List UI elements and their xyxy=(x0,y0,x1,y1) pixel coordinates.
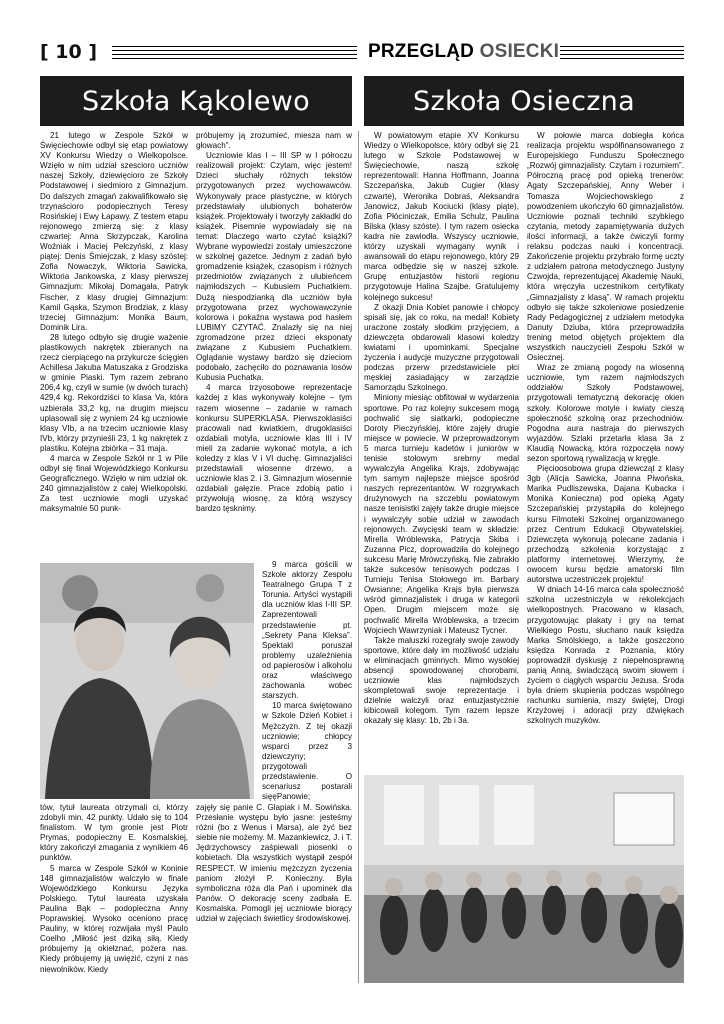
article-column xyxy=(196,803,352,983)
paragraph: 4 marca w Zespole Szkół nr 1 w Pile odbył się finał Wojewódzkiego Konkursu Geograficznego. Wzięło w nim udział ok. 240 gimnazjalistów z całej Wielkopolski. Za test uczniowie mogli uzyskać maksymalnie 50 punk- xyxy=(40,454,188,514)
photo-classroom xyxy=(364,775,684,983)
paragraph: W powiatowym etapie XV Konkursu Wiedzy o Wielkopolsce, który odbył się 21 lutego w Szkole Podstawowej w Święciechowie, naszą szkołę reprezentowali: Hanna Hoffmann, Joanna Szczepańska, Jakub Cugier (klasy czwarte), Weronika Dobraś, Aleksandra Janowicz, Jakub Kociucki (klasy piąte), Zofia Płóciniczak, Emilia Schulz, Paulina Bilska (klasy szóste). I tym razem osiecka kadra nie zawiodła. Wszyscy uczniowie, którzy uzyskali wymagany wynik i awansowali do etapu rejonowego, który 29 marca odbędzie się w naszej szkole. Grupę entuzjastów historii regionu przygotowuje Halina Szajbe. Gratulujemy kolejnego sukcesu! xyxy=(364,131,519,302)
paragraph: Także maluszki rozegrały swoje zawody sportowe, które dały im możliwość udziału w eliminacjach gminnych. Mimo wysokiej absencji spowodowanej chorobami, uczniowie klas najmłodszych skompletowali swoje reprezentacje i dzielnie walczyli oraz entuzjastycznie kibicowali kolegom. Tym razem lepsze okazały się klasy: 1b, 2b i 3a. xyxy=(364,635,519,726)
header-rule xyxy=(112,46,357,47)
section-title-osieczna: Szkoła Osieczna xyxy=(364,76,684,126)
column-divider xyxy=(358,131,359,983)
paragraph: 9 marca gościli w Szkole aktorzy Zespołu Teatralnego Grupa T z Torunia. Artyści wystąpili dla uczniów klas I-III SP. Zaprezentowali przedstawienie pt. „Sekrety Pana Kleksa”. Spektakl poruszał problemy uzależnienia od papierosów i alkoholu oraz właściwego zachowania wobec starszych. xyxy=(262,560,352,701)
page-number: [ 10 ] xyxy=(40,41,98,63)
header-rule xyxy=(560,46,684,47)
paragraph: Uczniowie klas I – III SP w I półroczu realizowali projekt: Czytam, więc jestem! Dzieci słuchały różnych tekstów przygotowanych przez wychowawców. Wykonywały prace plastyczne, w których przedstawiały ulubionych bohaterów książek. Projektowały i tworzyły zakładki do książek. Pisemnie wypowiadały się na temat: Dlaczego warto czytać książki? Wybrane wypowiedzi zostały umieszczone w szkolnej gazetce. Jednym z zadań było gromadzenie książek, czasopism i różnych przedmiotów związanych z ulubieńcem najmłodszych – Kubusiem Puchatkiem. Dużą niespodzianką dla uczniów była przygotowana przez wychowawczynie kolorowa i pokaźna wystawa pod hasłem LUBIMY CZYTAĆ. Znalazły się na niej zgromadzone przez dzieci eksponaty związane z Kubusiem Puchatkiem. Oglądanie wystawy bardzo się dzieciom podobało, zachęciło do poznawania losów Kubusia Puchatka. xyxy=(196,151,352,383)
paragraph: W połowie marca dobiegła końca realizacja projektu współfinansowanego z Europejskiego Funduszu Społecznego „Rozwój gimnazjalisty. Czytam i rozumiem”. Półroczną pracę pod opieką trenerów: Agaty Szczepańskiej, Anny Weber i Tomasza Wojciechowskiego z powodzeniem ukończyło 60 gimnazjalistów. Uczniowie poznali techniki szybkiego czytania, metody zapamiętywania dużych ilości informacji, a także ćwiczyli formy relaksu podczas nauki i koncentracji. Zakończenie projektu przybrało formę uczty z udziałem patrona metodycznego Justyny Czwojda, reprezentującej Akademię Nauki, która wręczyła uczestnikom certyfikaty „Gimnazjalisty z klasą”. W ramach projektu odbyło się także szkoleniowe posiedzenie Rady Pedagogicznej z udziałem metodyka Danuty Dziuba, która przeprowadziła trening metod objętych projektem dla wszystkich nauczycieli Zespołu Szkół w Osiecznej. xyxy=(527,131,684,363)
paragraph: tów, tytuł laureata otrzymali ci, którzy zdobyli min. 42 punkty. Udało się to 104 finalistom. W tym gronie jest Piotr Prymas, podopieczny E. Kosmalskiej, który zakończył zmagania z wynikiem 46 punktów. xyxy=(40,803,188,863)
paragraph: 5 marca w Zespole Szkół w Koninie 148 gimnazjalistów walczyło w finale Wojewódzkiego Konkursu Języka Polskiego. Tytuł laureata uzyskała Paulina Bąk – podopieczna Anny Poprawskiej. Wysoko oceniono pracę Pauliny, w której rozwijała myśl Paulo Coelho „Miłość jest dziką siłą. Kiedy próbujemy ją okiełznać, pożera nas. Kiedy próbujemy ją uwięzić, czyni z nas niewolników. Kiedy xyxy=(40,863,188,974)
paragraph: próbujemy ją zrozumieć, miesza nam w głowach”. xyxy=(196,131,352,151)
paragraph: Wraz ze zmianą pogody na wiosenną uczniowie, tym razem najmłodszych oddziałów Szkoły Podstawowej, przygotowali tematyczną dekorację okien szkoły. Kolorowe motyle i kwiaty cieszą społeczność szkolną oraz przechodniów. Pogodna aura nastraja do pierwszych wyjazdów. Szlaki przetarła klasa 3a z Klaudią Nowacką, która rozpoczęła nowy sezon sportową rywalizacją w kręgle. xyxy=(527,363,684,463)
paragraph: 21 lutego w Zespole Szkół w Święciechowie odbył się etap powiatowy XV Konkursu Wiedzy o Wielkopolsce. Wzięło w nim udział szescioro uczniów naszej Szkoły, dziewięcioro ze Szkoły Podstawowej i siedmioro z Gimnazjum. Do dalszych zmagań zakwalifikowało się trzynaścioro podopiecznych Teresy Rosińskiej i Ewy Łapawy. Z testem etapu rejonowego zmierzą się: z klasy czwartej: Anna Skrzypczak, Karolina Woźniak i Maciej Pełczyński, z klasy piątej: Denis Śmiejczak, z klasy szóstej: Zofia Nowaczyk, Wiktoria Sawicka, Wiktoria Jankowska, z klasy pierwszej Gimnazjum: Mikołaj Domagała, Patryk Fischer, z klasy drugiej Gimnazjum: Kamil Gąska, Szymon Brodziak, z klasy trzeciej Gimnazjum: Monika Baum, Dominik Lira. xyxy=(40,131,188,332)
paragraph: Miniony miesiąc obfitował w wydarzenia sportowe. Po raz kolejny sukcesem mogą pochwalić się siatkarki, podopieczne Doroty Pieczyńskiej, które zajęły drugie miejsce w powiecie. W przeprowadzonym 5 marca turnieju kadetów i juniorów w tenisie stołowym srebrny medal wywalczyła Angelika Krajs, zdobywając tym samym najlepsze miejsce spośród naszych reprezentantów. W rozgrywkach drużynowych na szczeblu powiatowym nasze tenisistki zajęły także drugie miejsce i wywalczyły sobie udział w zawodach rejonowych. Zwycięski team w składzie: Mirella Wróblewska, Patrycja Skiba i Zuzanna Picz, doprowadziła do kolejnego sukcesu Marię Mrówczyńską. Nie zabrakło także sukcesów tenisowych podczas I Turnieju Tenisa Stołowego im. Barbary Owsianne; Angelika Krajs była pierwsza wśród gimnazjalistek i druga w kategorii Open. Drugim miejscem może się pochwalić Mirella Wróblewska, a trzecim Wojciech Wawrzyniak i Mateusz Tycner. xyxy=(364,393,519,635)
article-column xyxy=(364,131,519,771)
header-rule xyxy=(112,54,357,55)
paragraph: 28 lutego odbyło się drugie ważenie plastikowych nakrętek zbieranych na rzecz cierpiącego na przykurcze ścięgien Achillesa Jakuba Matuszaka z Grodziska w gminie Piaski. Tym razem zebrano 206,4 kg, czyli w sumie (w dwóch turach) 429,4 kg. Rekordziści to klasa Va, która uzbierała 33,2 kg, na drugim miejscu uplasowali się z wyniem 24 kg uczniowie klasy VIb, a na trzecim uczniowie klasy IVb, którzy przynieśli 23, 1 kg nakrętek z plastiku. Kolejna zbiórka – 31 maja. xyxy=(40,332,188,453)
paragraph: Pięcioosobowa grupa dziewcząt z klasy 3gb (Alicja Sawicka, Joanna Piwońska, Marika Pudliszewska, Dajana Kubacka i Monika Konieczna) pod opieką Agaty Szczepańskiej przystąpiła do kolejnego kursu Filmoteki Szkolnej organizowanego przez Centrum Edukacji Obywatelskiej. Dziewczęta wykonują polecane zadania i przechodzą szkolenia korzystając z platformy internetowej. Wierzymy, że owocem kursu będzie amatorski film autorstwa uczestniczek projektu! xyxy=(527,464,684,585)
article-column xyxy=(40,803,188,983)
article-column xyxy=(527,131,684,771)
header-rule xyxy=(560,54,684,55)
paragraph: 4 marca trzyosobowe reprezentacje każdej z klas wykonywały kolejne – tym razem wiosenne – zadanie w ramach konkursu SUPERKLASA. Pierwszoklasiści pracowali nad kwiatkiem, drugoklasiści ozdabiali motyla, uczniowie klas III i IV mieli za zadanie wykonać motyla, a ich koledzy z klas V i VI duchę. Gimnazjaliści przedstawiali wiosenne drzewo, a uczniowie klas 2. i 3. Gimnazjum wiosennie ozdabiali gałęzie. Prace zdobią patio i przywołują wiosnę, za którą wszyscy bardzo tęsknimy. xyxy=(196,383,352,514)
header-rule xyxy=(560,58,684,59)
paragraph: 10 marca świętowano w Szkole Dzień Kobiet i Mężczyzn. Z tej okazji uczniowie; chłopcy wsparci przez 3 dziewczyny; przygotowali przedstawienie. O scenariusz postarali sięęPanowie; xyxy=(262,701,352,802)
magazine-title: PRZEGLĄD OSIECKI xyxy=(368,41,560,62)
header-rule xyxy=(112,50,357,51)
article-column xyxy=(40,131,188,561)
paragraph: W dniach 14-16 marca cała społeczność szkolna uczestniczyła w rekolekcjach wielkopostnych. Pracowano w klasach, przygotowując plakaty i gry na temat Wielkiego Postu, słuchano nauk księdza Marka Smólskiego, a także goszczono księdza Konrada z Poznania, który poprowadził dyskusję z niepełnosprawną panią Anną, świadczącą swoim słowem i życiem o ciągłych wsparciu Jezusa. Środa była dniem skupienia podczas wspólnego rachunku sumienia, mszy świętej, Drogi Krzyżowej i adoracji przy dźwiękach szkolnych muzyków. xyxy=(527,585,684,726)
paragraph: zajęły się panie C. Glapiak i M. Sowińska. Przesłanie występu było jasne: jesteśmy różni (bo z Wenus i Marsa), ale żyć bez siebie nie możemy. M. Mazankiewicz, J. i T. Jędrzychowscy zaśpiewali piosenki o kobietach. Dla wszystkich wystąpił zespół RESPECT. W imieniu mężczyzn życzenia paniom złożył P. Konieczny. Była symboliczna róża dla Pań i upominek dla Panów. O dekorację sceny zadbała E. Kosmalska. Pomogli jej uczniowie biorący udział w zajęciach świetlicy środowiskowej. xyxy=(196,803,352,924)
paragraph: Z okazji Dnia Kobiet panowie i chłopcy spisali się, jak co roku, na medal! Kobiety uraczone zostały słodkim przyjęciem, a dziewczęta obdarowali klasowi koledzy kwiatami i upominkami. Specjalne życzenia i audycje muzyczne przygotowali podczas przerw przedstawiciele płci męskiej zasiadający w zarządzie Samorządu Szkolnego. xyxy=(364,302,519,393)
header-rule xyxy=(560,50,684,51)
photo-students-portrait xyxy=(40,563,254,799)
header-rule xyxy=(112,58,357,59)
article-column xyxy=(196,131,352,561)
article-column xyxy=(262,560,352,802)
section-title-kakolewo: Szkoła Kąkolewo xyxy=(40,76,352,126)
